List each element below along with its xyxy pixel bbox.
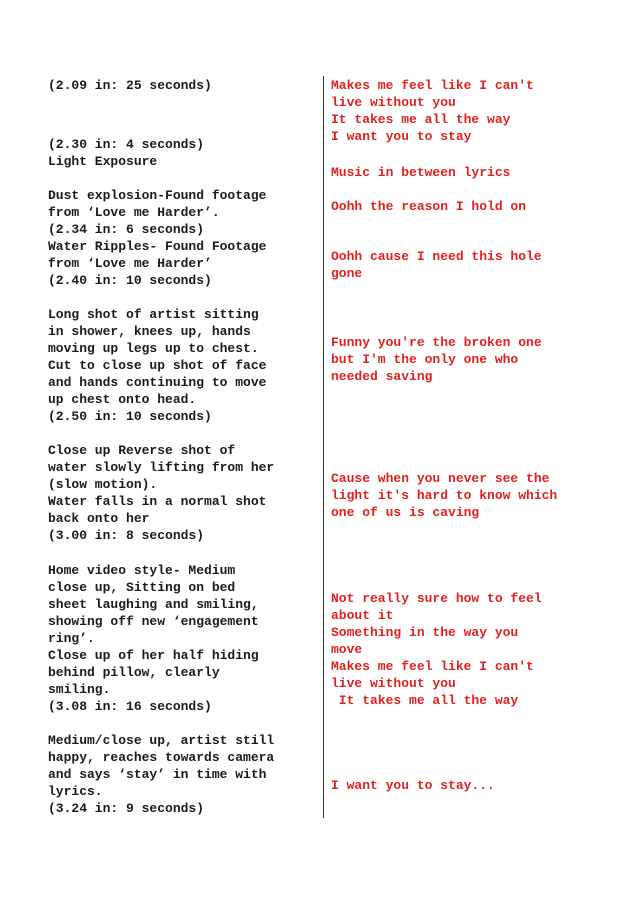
shot-note-6: Home video style- Medium close up, Sitting on bed sheet laughing and smiling, showing off new ‘engagement ring’. Close up of her half hiding behind pillow, clearly smiling. (3.08 in: 16 seconds) bbox=[48, 563, 259, 714]
lyric-block-6: Cause when you never see the light it's hard to know which one of us is caving bbox=[331, 471, 558, 520]
lyric-block-2: Music in between lyrics bbox=[331, 165, 511, 180]
shot-note-3: Dust explosion-Found footage from ‘Love me Harder’. (2.34 in: 6 seconds) Water Ripples- Found Footage from ‘Love me Harder’ (2.40 in: 10 seconds) bbox=[48, 188, 267, 288]
lyric-block-1: Makes me feel like I can't live without you It takes me all the way I want you to stay bbox=[331, 78, 534, 144]
lyric-block-5: Funny you're the broken one but I'm the only one who needed saving bbox=[331, 335, 542, 384]
shot-note-4: Long shot of artist sitting in shower, knees up, hands moving up legs up to chest. Cut to close up shot of face and hands continuing to move up chest onto head. (2.50 in: 10 seconds) bbox=[48, 307, 267, 424]
shot-note-5: Close up Reverse shot of water slowly lifting from her (slow motion). Water falls in a normal shot back onto her (3.00 in: 8 seconds) bbox=[48, 443, 275, 543]
column-divider bbox=[323, 76, 324, 818]
lyric-block-3: Oohh the reason I hold on bbox=[331, 199, 527, 214]
shot-note-2: (2.30 in: 4 seconds) Light Exposure bbox=[48, 137, 205, 169]
shot-note-1: (2.09 in: 25 seconds) bbox=[48, 78, 212, 93]
lyric-block-7: Not really sure how to feel about it Something in the way you move Makes me feel like I can't live without you It takes me all the way bbox=[331, 591, 542, 708]
lyric-block-8: I want you to stay... bbox=[331, 778, 495, 793]
shot-note-7: Medium/close up, artist still happy, reaches towards camera and says ‘stay’ in time with lyrics. (3.24 in: 9 seconds) bbox=[48, 733, 275, 816]
lyric-block-4: Oohh cause I need this hole gone bbox=[331, 249, 542, 281]
